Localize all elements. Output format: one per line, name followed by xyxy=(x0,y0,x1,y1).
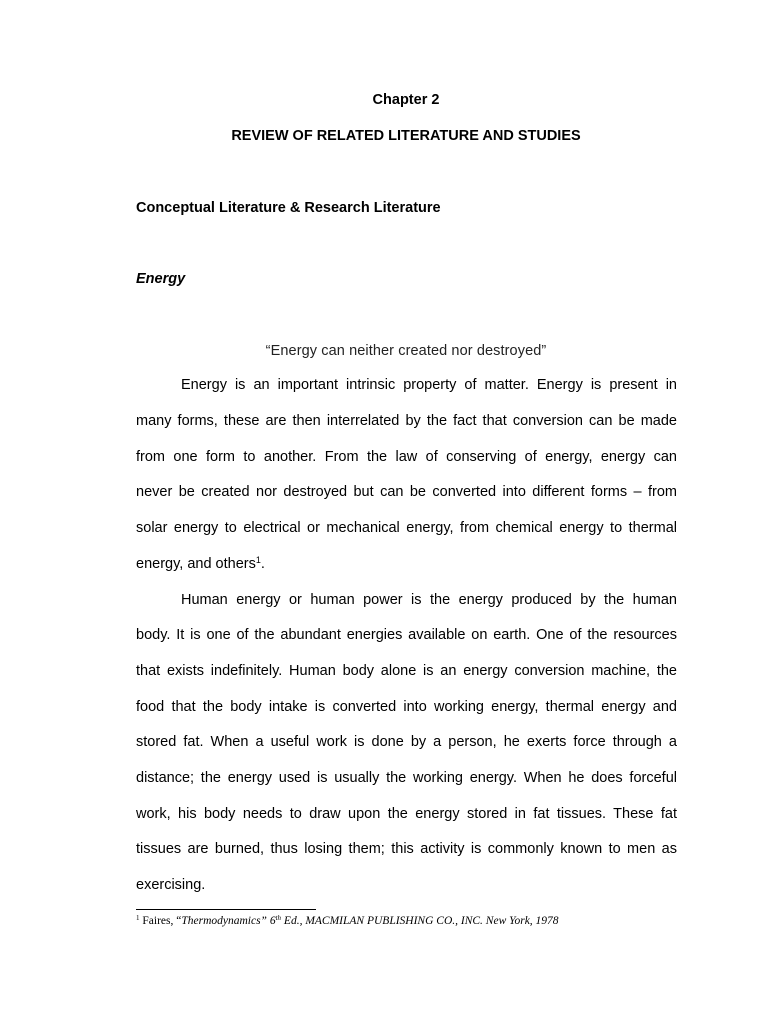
paragraph1-line: many forms, these are then interrelated by the fact that conversion can be made xyxy=(136,413,677,429)
chapter-label: Chapter 2 xyxy=(372,92,440,108)
paragraph1-line: Energy is an important intrinsic property of matter. Energy is present in xyxy=(181,377,677,393)
paragraph1-line: solar energy to electrical or mechanical energy, from chemical energy to thermal xyxy=(136,520,677,536)
epigraph-quote: “Energy can neither created nor destroyed” xyxy=(265,343,547,359)
paragraph1-line: from one form to another. From the law of conserving of energy, energy can xyxy=(136,449,677,465)
paragraph1-last-line xyxy=(136,556,677,572)
paragraph1-line: never be created nor destroyed but can be converted into different forms – from xyxy=(136,484,677,500)
paragraph2-line: stored fat. When a useful work is done by a person, he exerts force through a xyxy=(136,734,677,750)
paragraph2-line: work, his body needs to draw upon the energy stored in fat tissues. These fat xyxy=(136,806,677,822)
footnote-author: Faires, “ xyxy=(139,915,182,927)
paragraph2-line: body. It is one of the abundant energies available on earth. One of the resources xyxy=(136,627,677,643)
footnote-publisher: Ed., MACMILAN PUBLISHING CO., INC. New York, 1978 xyxy=(281,915,559,927)
footnote-title-text: Thermodynamics” xyxy=(181,915,267,927)
footnote-edition-suffix: th xyxy=(275,914,282,922)
paragraph2-line: exercising. xyxy=(136,877,206,893)
footnote-title xyxy=(181,915,558,927)
paragraph2-line: distance; the energy used is usually the working energy. When he does forceful xyxy=(136,770,677,786)
paragraph2-line: that exists indefinitely. Human body alone is an energy conversion machine, the xyxy=(136,663,677,679)
paragraph2-line: food that the body intake is converted into working energy, thermal energy and xyxy=(136,699,677,715)
chapter-title: REVIEW OF RELATED LITERATURE AND STUDIES xyxy=(231,128,581,144)
footnote-edition-number: 6 xyxy=(266,915,276,927)
footnote-number: 1 xyxy=(136,914,140,922)
paragraph2-line: tissues are burned, thus losing them; this activity is commonly known to men as xyxy=(136,841,677,857)
paragraph1-last-line-text: energy, and others xyxy=(136,556,256,572)
paragraph2-line: Human energy or human power is the energy produced by the human xyxy=(181,592,677,608)
footnote xyxy=(136,915,559,927)
footnote-reference: 1 xyxy=(255,555,261,565)
footnote-separator xyxy=(136,909,316,910)
subsection-heading: Energy xyxy=(136,271,186,287)
section-heading: Conceptual Literature & Research Literature xyxy=(136,200,441,216)
paragraph1-period: . xyxy=(260,556,265,572)
